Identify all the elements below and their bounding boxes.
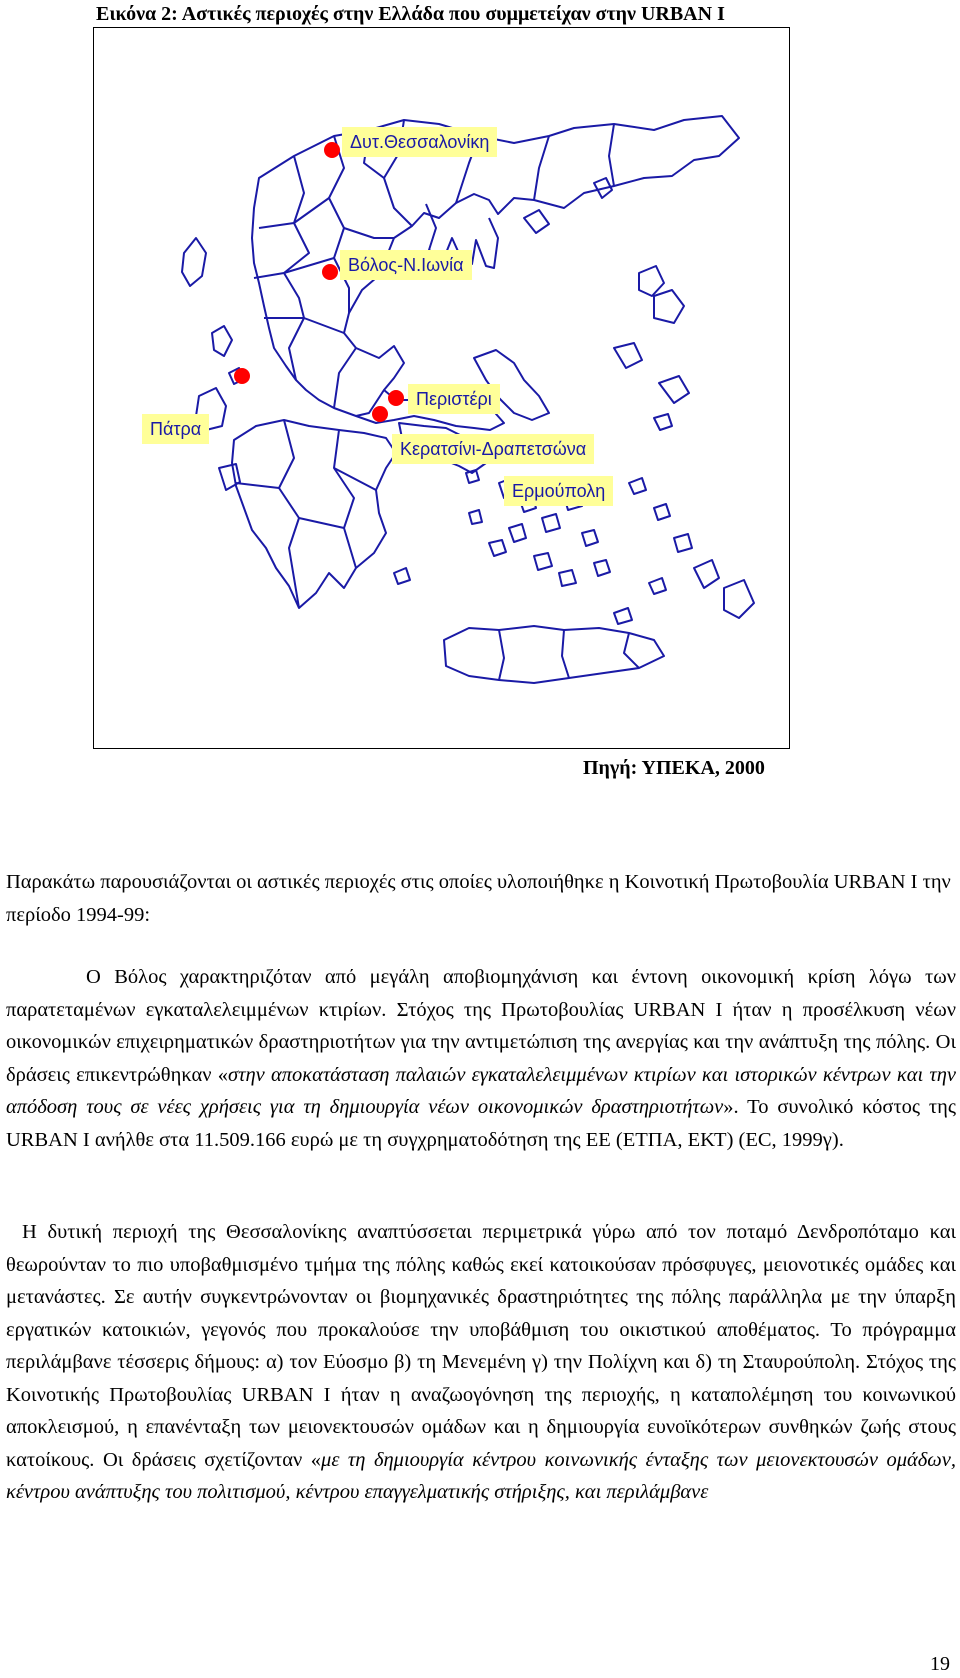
label-volos: Βόλος-Ν.Ιωνία xyxy=(340,250,472,280)
label-peristeri: Περιστέρι xyxy=(408,384,500,414)
volos-text-a: Ο Βόλος χαρακτηριζόταν από μεγάλη αποβιομηχάνιση και έντονη οικονομική κρίση λόγω των παρατεταμένων εγκαταλελειμμένων κτιρίων. Στόχος της Πρωτοβουλίας URBAN I ήταν η προσέλκυση νέων οικονομικών επιχειρηματικών δραστηριοτήτων για την αντιμετώπιση της ανεργίας και την ανάπτυξη της πόλης. Οι δράσεις επικεντρώθηκαν « xyxy=(6,966,956,1086)
thessaloniki-text-italic: με τη δημιουργία κέντρου κοινωνικής ένταξης των μειονεκτουσών ομάδων, κέντρου ανάπτυξης του πολιτισμού, κέντρου επαγγελματικής στήριξης, και περιλάμβανε xyxy=(6,1448,956,1503)
label-ermoupoli: Ερμούπολη xyxy=(504,476,613,506)
marker-patra xyxy=(234,368,250,384)
marker-volos xyxy=(322,264,338,280)
marker-peristeri xyxy=(388,390,404,406)
figure-caption: Εικόνα 2: Αστικές περιοχές στην Ελλάδα που συμμετείχαν στην URBAN I xyxy=(96,3,725,25)
volos-paragraph xyxy=(6,961,956,1156)
marker-west-thessaloniki xyxy=(324,142,340,158)
label-patra: Πάτρα xyxy=(142,414,209,444)
intro-paragraph: Παρακάτω παρουσιάζονται οι αστικές περιοχές στις οποίες υλοποιήθηκε η Κοινοτική Πρωτοβουλία URBAN I την περίοδο 1994-99: xyxy=(6,871,951,926)
volos-text-b: ». Το συνολικό κόστος της URBAN I ανήλθε στα 11.509.166 ευρώ με τη συγχρηματοδότηση της ΕΕ (ΕΤΠΑ, ΕΚΤ) (ΕC, 1999γ). xyxy=(6,1096,956,1151)
volos-text-italic: στην αποκατάσταση παλαιών εγκαταλελειμμένων κτιρίων και ιστορικών κέντρων και την απόδοση τους σε νέες χρήσεις για τη δημιουργία νέων οικονομικών δραστηριοτήτων xyxy=(6,1063,957,1118)
thessaloniki-paragraph xyxy=(6,1216,956,1509)
thessaloniki-text-a: Η δυτική περιοχή της Θεσσαλονίκης αναπτύσσεται περιμετρικά γύρω από τον ποταμό Δενδροπόταμο και θεωρούνταν το πιο υποβαθμισμένο τμήμα της πόλης καθώς εκεί κατοικούσαν πρόσφυγες, μειονοτικές ομάδες και μετανάστες. Σε αυτήν συγκεντρώνονταν οι βιομηχανικές δραστηριότητες της πόλης παράλληλα με την ύπαρξη εργατικών κατοικιών, γεγονός που προκαλούσε την υποβάθμιση του οικιστικού αποθέματος. Το πρόγραμμα περιλάμβανε τέσσερις δήμους: α) τον Εύοσμο β) τη Μενεμένη γ) την Πολίχνη και δ) τη Σταυρούπολη. Στόχος της Κοινοτικής Πρωτοβουλίας URBAN I ήταν η αναζωογόνηση της περιοχής, η καταπολέμηση του κοινωνικού αποκλεισμού, η επανένταξη των μειονεκτουσών ομάδων και η δημιουργία ευνοϊκότερων συνθηκών ζωής στους κατοίκους. Οι δράσεις σχετίζονταν « xyxy=(6,1221,956,1471)
label-west-thessaloniki: Δυτ.Θεσσαλονίκη xyxy=(342,127,497,157)
figure-source: Πηγή: ΥΠΕΚΑ, 2000 xyxy=(583,757,765,779)
label-keratsini: Κερατσίνι-Δραπετσώνα xyxy=(392,434,594,464)
page-number: 19 xyxy=(930,1653,950,1675)
greece-map xyxy=(93,27,790,749)
marker-keratsini xyxy=(372,406,388,422)
